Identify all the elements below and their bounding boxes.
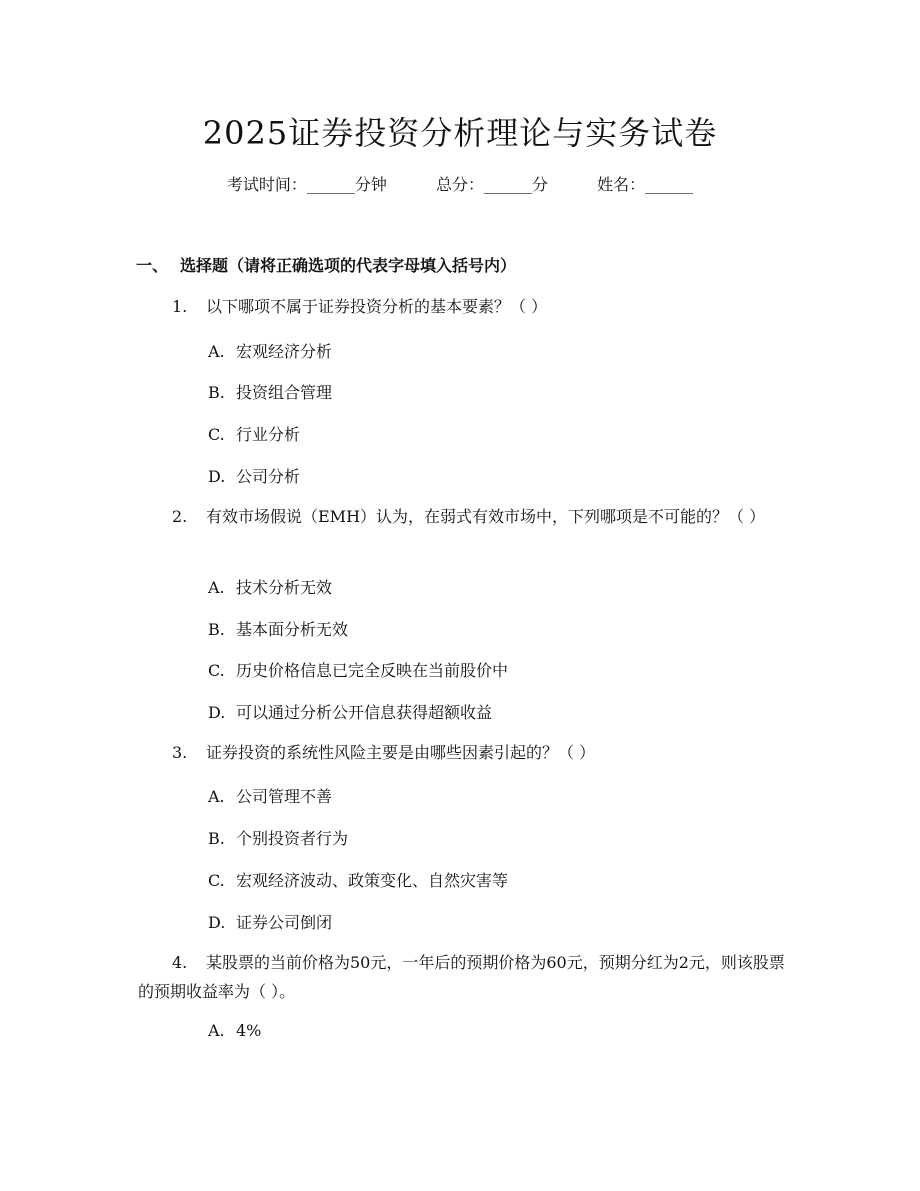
option-3a: A. 公司管理不善 <box>208 787 333 806</box>
option-1a: A. 宏观经济分析 <box>208 342 333 361</box>
question-text: 某股票的当前价格为50元，一年后的预期价格为60元，预期分红为2元，则该股票的预期收益率为（ ）。 <box>138 953 785 1001</box>
question-text: 证券投资的系统性风险主要是由哪些因素引起的？（ ） <box>206 743 596 762</box>
question-number: 3. <box>172 743 188 762</box>
option-2b: B. 基本面分析无效 <box>208 620 349 639</box>
total-score-field: 总分：______分 <box>435 175 548 194</box>
question-text: 有效市场假说（EMH）认为，在弱式有效市场中，下列哪项是不可能的？（ ） <box>206 507 766 526</box>
exam-time-field: 考试时间：______分钟 <box>226 175 387 194</box>
question-text: 以下哪项不属于证券投资分析的基本要素？（ ） <box>206 297 548 316</box>
option-1d: D. 公司分析 <box>208 467 301 486</box>
option-1c: C. 行业分析 <box>208 425 301 444</box>
question-number: 1. <box>172 297 188 316</box>
section-number: 一、 <box>136 256 169 275</box>
question-number: 4. <box>172 953 188 972</box>
question-3 <box>138 738 798 767</box>
option-4a: A. 4% <box>208 1021 262 1040</box>
question-1 <box>138 292 798 321</box>
option-2d: D. 可以通过分析公开信息获得超额收益 <box>208 703 493 722</box>
question-4 <box>138 948 798 1006</box>
question-number: 2. <box>172 507 188 526</box>
option-3d: D. 证券公司倒闭 <box>208 913 333 932</box>
option-1b: B. 投资组合管理 <box>208 383 333 402</box>
student-name-field: 姓名：______ <box>597 175 694 194</box>
question-2 <box>138 502 798 531</box>
option-2c: C. 历史价格信息已完全反映在当前股价中 <box>208 661 509 680</box>
exam-title: 2025证券投资分析理论与实务试卷 <box>202 114 718 152</box>
section-label: 选择题（请将正确选项的代表字母填入括号内） <box>180 256 517 275</box>
section-heading <box>136 253 516 276</box>
option-3b: B. 个别投资者行为 <box>208 829 349 848</box>
option-2a: A. 技术分析无效 <box>208 578 333 597</box>
option-3c: C. 宏观经济波动、政策变化、自然灾害等 <box>208 871 509 890</box>
exam-meta <box>0 172 920 195</box>
